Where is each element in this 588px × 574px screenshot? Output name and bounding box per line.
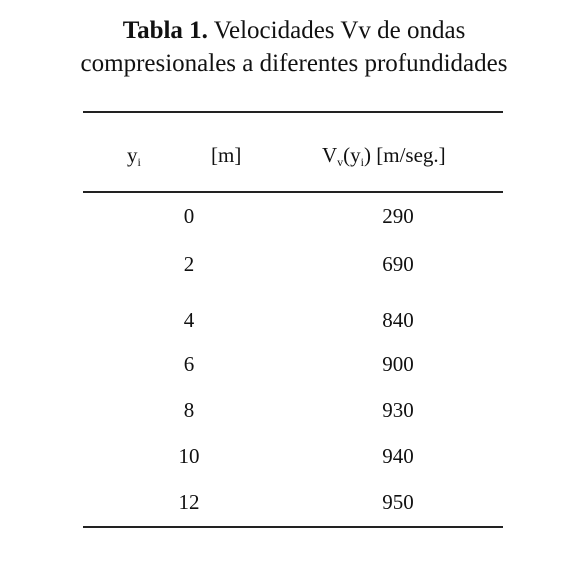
header-rule <box>83 191 503 193</box>
header-depth-var <box>127 142 141 175</box>
cell-depth: 4 <box>183 308 195 332</box>
header-v-open: (y <box>343 143 361 167</box>
header-v-subscript: v <box>337 155 344 169</box>
header-v-arg-subscript: i <box>360 155 365 169</box>
cell-velocity: 930 <box>382 398 414 422</box>
cell-depth: 0 <box>183 204 195 228</box>
header-depth-unit: [m] <box>211 143 242 167</box>
caption-line-2: compresionales a diferentes profundidades <box>80 50 508 77</box>
cell-depth: 2 <box>183 252 195 276</box>
cell-velocity: 840 <box>382 308 414 332</box>
cell-velocity: 690 <box>382 252 414 276</box>
cell-velocity: 940 <box>382 444 414 468</box>
cell-velocity: 900 <box>382 352 414 376</box>
header-velocity-unit: [m/seg.] <box>376 143 446 167</box>
cell-depth: 8 <box>183 398 195 422</box>
cell-velocity: 290 <box>382 204 414 228</box>
cell-depth: 12 <box>178 490 200 514</box>
header-y-subscript: i <box>137 155 141 169</box>
caption-line-1 <box>0 14 588 47</box>
header-v-letter: V <box>322 143 338 167</box>
cell-depth: 10 <box>178 444 200 468</box>
bottom-rule <box>83 526 503 528</box>
cell-depth: 6 <box>183 352 195 376</box>
header-y-letter: y <box>127 143 138 167</box>
caption-label: Tabla 1. <box>122 17 208 44</box>
table-caption <box>0 14 588 80</box>
header-v-close: ) <box>364 143 372 167</box>
header-velocity <box>322 142 446 175</box>
caption-text-1: Velocidades Vv de ondas <box>213 17 466 44</box>
cell-velocity: 950 <box>382 490 414 514</box>
top-rule <box>83 111 503 113</box>
